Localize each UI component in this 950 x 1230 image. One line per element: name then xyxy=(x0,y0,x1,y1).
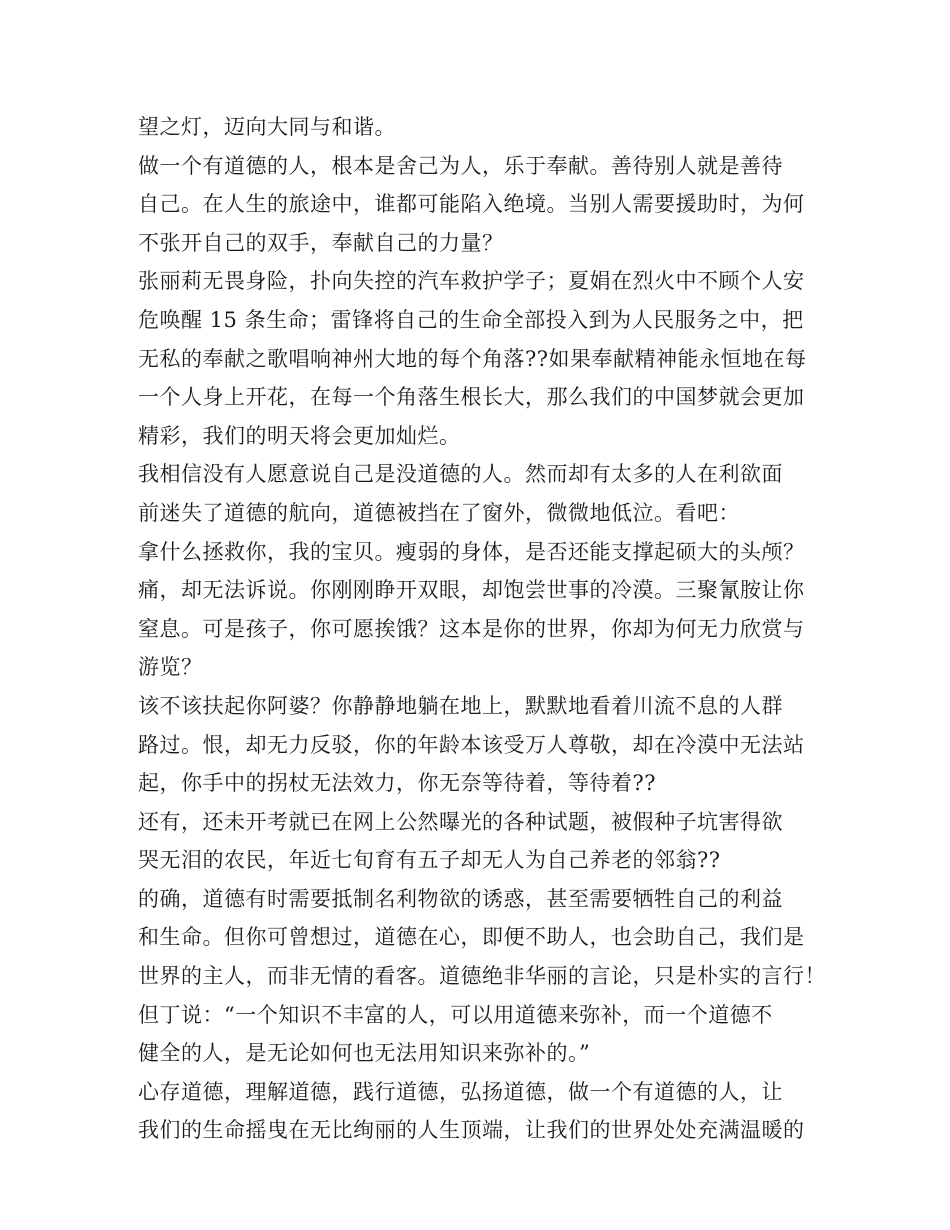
text-line: 哭无泪的农民，年近七旬育有五子却无人为自己养老的邻翁?? xyxy=(138,848,721,873)
text-line: 无私的奉献之歌唱响神州大地的每个角落??如果奉献精神能永恒地在每 xyxy=(138,346,807,371)
text-line: 窒息。可是孩子，你可愿挨饿？这本是你的世界，你却为何无力欣赏与 xyxy=(138,616,805,641)
text-line: 危唤醒 15 条生命；雷锋将自己的生命全部投入到为人民服务之中，把 xyxy=(138,307,804,332)
text-line: 一个人身上开花，在每一个角落生根长大，那么我们的中国梦就会更加 xyxy=(138,385,805,410)
text-line: 但丁说：“一个知识不丰富的人，可以用道德来弥补，而一个道德不 xyxy=(138,1002,773,1027)
text-line: 望之灯，迈向大同与和谐。 xyxy=(138,115,396,139)
text-line: 游览？ xyxy=(138,655,203,680)
text-line: 还有，还未开考就已在网上公然曝光的各种试题，被假种子坑害得欲 xyxy=(138,809,783,834)
text-line: 不张开自己的双手，奉献自己的力量？ xyxy=(138,230,504,255)
text-line: 痛，却无法诉说。你刚刚睁开双眼，却饱尝世事的冷漠。三聚氰胺让你 xyxy=(138,578,805,603)
text-line: 路过。恨，却无力反驳，你的年龄本该受万人尊敬，却在冷漠中无法站 xyxy=(138,732,805,757)
text-line: 健全的人，是无论如何也无法用知识来弥补的。” xyxy=(138,1041,591,1066)
text-line: 做一个有道德的人，根本是舍己为人，乐于奉献。善待别人就是善待 xyxy=(138,153,783,178)
text-line: 前迷失了道德的航向，道德被挡在了窗外，微微地低泣。看吧： xyxy=(138,500,740,525)
text-line: 自己。在人生的旅途中，谁都可能陷入绝境。当别人需要援助时，为何 xyxy=(138,192,805,217)
text-line: 该不该扶起你阿婆？你静静地躺在地上，默默地看着川流不息的人群 xyxy=(138,693,783,718)
text-line: 和生命。但你可曾想过，道德在心，即便不助人，也会助自己，我们是 xyxy=(138,925,805,950)
text-line: 世界的主人，而非无情的看客。道德绝非华丽的言论，只是朴实的言行！ xyxy=(138,964,826,989)
essay-body xyxy=(138,108,826,1150)
text-line: 的确，道德有时需要抵制名利物欲的诱惑，甚至需要牺牲自己的利益 xyxy=(138,886,783,911)
text-line: 我相信没有人愿意说自己是没道德的人。然而却有太多的人在利欲面 xyxy=(138,462,783,487)
text-line: 精彩，我们的明天将会更加灿烂。 xyxy=(138,423,461,448)
text-line: 起，你手中的拐杖无法效力，你无奈等待着，等待着?? xyxy=(138,771,657,796)
text-line: 我们的生命摇曳在无比绚丽的人生顶端，让我们的世界处处充满温暖的 xyxy=(138,1118,805,1143)
text-line: 拿什么拯救你，我的宝贝。瘦弱的身体，是否还能支撑起硕大的头颅？ xyxy=(138,539,805,564)
text-line: 心存道德，理解道德，践行道德，弘扬道德，做一个有道德的人，让 xyxy=(138,1079,783,1104)
text-line: 张丽莉无畏身险，扑向失控的汽车救护学子；夏娟在烈火中不顾个人安 xyxy=(138,269,805,294)
